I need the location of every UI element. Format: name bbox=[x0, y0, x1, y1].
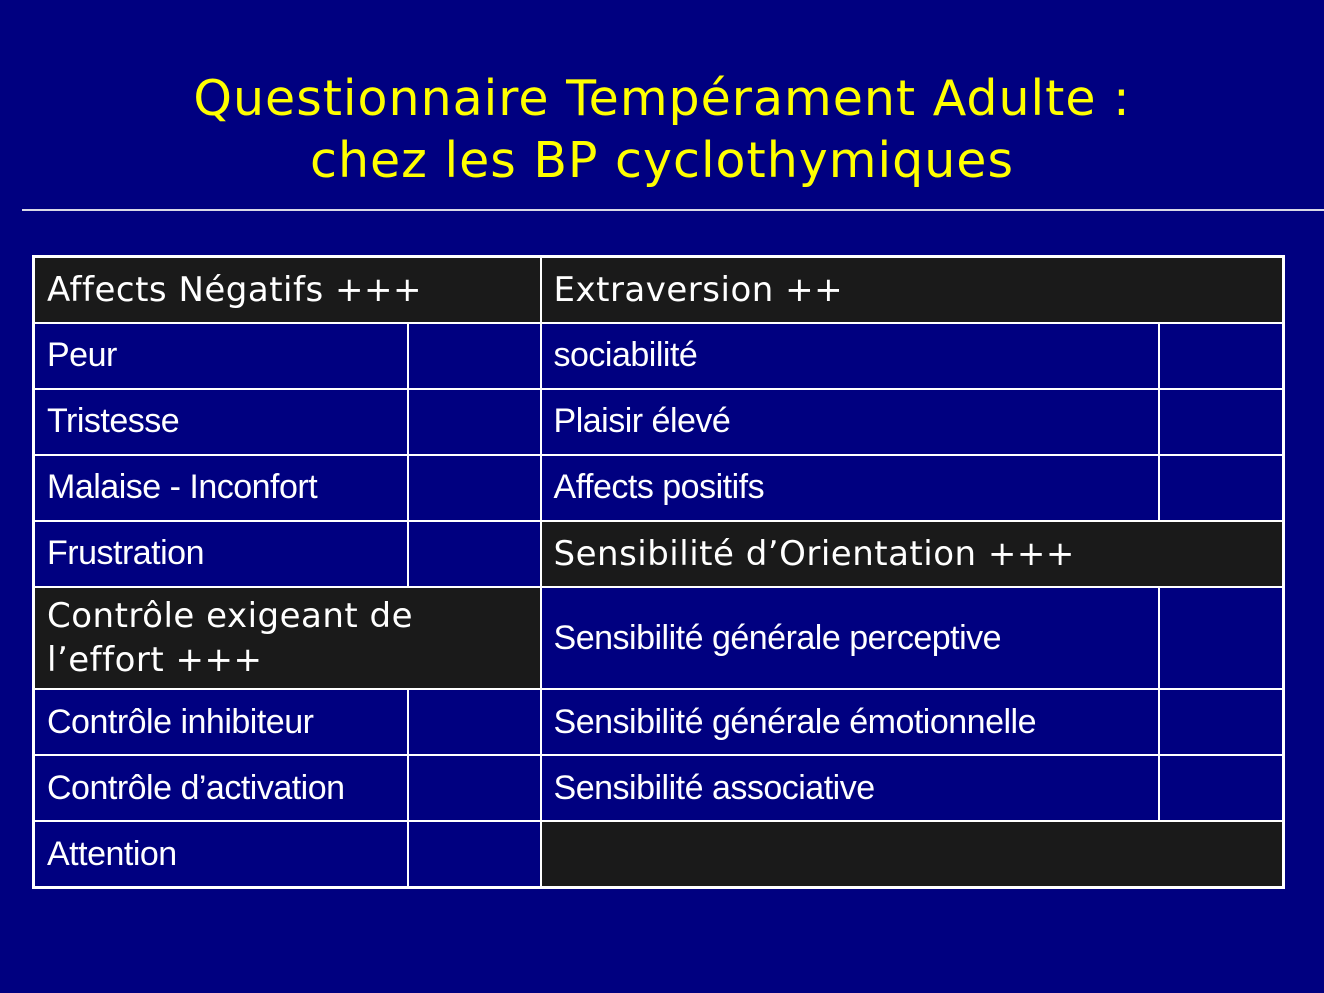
table-row bbox=[34, 455, 1284, 521]
empty-cell bbox=[408, 521, 541, 587]
temperament-table bbox=[32, 255, 1285, 889]
cell-frustration: Frustration bbox=[34, 521, 408, 587]
empty-cell bbox=[408, 689, 541, 755]
table-row bbox=[34, 257, 1284, 323]
empty-cell bbox=[408, 323, 541, 389]
table-row bbox=[34, 689, 1284, 755]
empty-cell bbox=[408, 455, 541, 521]
cell-peur: Peur bbox=[34, 323, 408, 389]
empty-cell bbox=[1159, 689, 1284, 755]
empty-cell bbox=[408, 755, 541, 821]
empty-cell bbox=[1159, 587, 1284, 689]
cell-attention: Attention bbox=[34, 821, 408, 887]
empty-dark-cell bbox=[541, 821, 1284, 887]
cell-sensibilite-emotionnelle: Sensibilité générale émotionnelle bbox=[541, 689, 1159, 755]
title-line-1: Questionnaire Tempérament Adulte : bbox=[193, 70, 1131, 127]
header-sensibilite-orientation: Sensibilité d’Orientation +++ bbox=[541, 521, 1284, 587]
table-row bbox=[34, 587, 1284, 689]
cell-sensibilite-perceptive: Sensibilité générale perceptive bbox=[541, 587, 1159, 689]
empty-cell bbox=[408, 389, 541, 455]
cell-affects-positifs: Affects positifs bbox=[541, 455, 1159, 521]
title-line-2: chez les BP cyclothymiques bbox=[310, 132, 1014, 189]
table-row bbox=[34, 521, 1284, 587]
empty-cell bbox=[1159, 455, 1284, 521]
header-extraversion: Extraversion ++ bbox=[541, 257, 1284, 323]
table-row bbox=[34, 755, 1284, 821]
cell-controle-activation: Contrôle d’activation bbox=[34, 755, 408, 821]
empty-cell bbox=[1159, 755, 1284, 821]
header-affects-negatifs: Affects Négatifs +++ bbox=[34, 257, 541, 323]
cell-sociabilite: sociabilité bbox=[541, 323, 1159, 389]
empty-cell bbox=[408, 821, 541, 887]
table-row bbox=[34, 323, 1284, 389]
header-controle-effort: Contrôle exigeant de l’effort +++ bbox=[34, 587, 541, 689]
cell-sensibilite-associative: Sensibilité associative bbox=[541, 755, 1159, 821]
cell-malaise-inconfort: Malaise - Inconfort bbox=[34, 455, 408, 521]
cell-controle-inhibiteur: Contrôle inhibiteur bbox=[34, 689, 408, 755]
table-row bbox=[34, 389, 1284, 455]
cell-plaisir-eleve: Plaisir élevé bbox=[541, 389, 1159, 455]
empty-cell bbox=[1159, 389, 1284, 455]
title-divider bbox=[22, 209, 1324, 211]
cell-tristesse: Tristesse bbox=[34, 389, 408, 455]
empty-cell bbox=[1159, 323, 1284, 389]
slide-title bbox=[0, 68, 1324, 192]
table-row bbox=[34, 821, 1284, 887]
